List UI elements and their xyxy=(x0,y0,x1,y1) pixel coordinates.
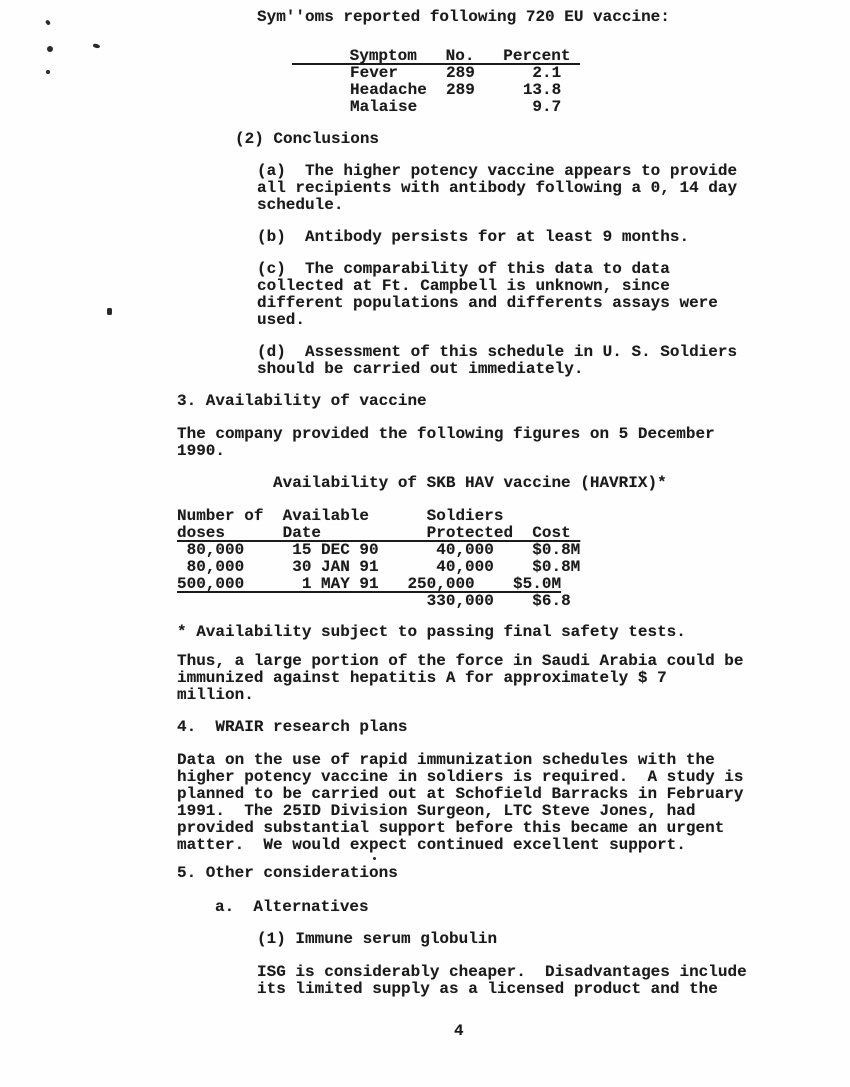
wrair-body-line: planned to be carried out at Schofield Barracks in February xyxy=(177,785,744,803)
availability-table-title: Availability of SKB HAV vaccine (HAVRIX)* xyxy=(273,474,667,492)
symptom-table-row: Fever 289 2.1 xyxy=(350,64,562,82)
conclusion-c-line: (c) The comparability of this data to data xyxy=(257,260,670,278)
scan-artifact-speck xyxy=(373,857,376,860)
symptom-table-row: Headache 289 13.8 xyxy=(350,81,562,99)
symptom-table-row: Malaise 9.7 xyxy=(350,98,562,116)
conclusion-d-line: (d) Assessment of this schedule in U. S. Soldiers xyxy=(257,343,738,361)
scan-artifact-speck xyxy=(45,19,51,25)
conclusion-d-line: should be carried out immediately. xyxy=(257,360,584,378)
wrair-body-line: 1991. The 25ID Division Surgeon, LTC Steve Jones, had xyxy=(177,802,696,820)
availability-table-total-row: 330,000 $6.8 xyxy=(177,592,571,610)
availability-summary-line: million. xyxy=(177,686,254,704)
isg-body-line: its limited supply as a licensed product and the xyxy=(257,980,718,998)
wrair-body-line: Data on the use of rapid immunization schedules with the xyxy=(177,751,715,769)
conclusion-c-line: collected at Ft. Campbell is unknown, since xyxy=(257,277,670,295)
scan-artifact-speck xyxy=(46,70,50,74)
availability-table-row: 500,000 1 MAY 91 250,000 $5.0M xyxy=(177,575,562,593)
availability-table-header-1: Number of Available Soldiers xyxy=(177,507,504,525)
scan-artifact-speck xyxy=(93,43,101,49)
availability-footnote: * Availability subject to passing final safety tests. xyxy=(177,623,686,641)
conclusion-a-line: all recipients with antibody following a 0, 14 day xyxy=(257,179,738,197)
availability-table-row: 80,000 15 DEC 90 40,000 $0.8M xyxy=(177,541,581,559)
page-number: 4 xyxy=(454,1022,464,1040)
conclusion-b-line: (b) Antibody persists for at least 9 months. xyxy=(257,228,690,246)
scan-artifact-speck xyxy=(47,46,53,52)
availability-summary-line: immunized against hepatitis A for approximately $ 7 xyxy=(177,669,667,687)
availability-summary-line: Thus, a large portion of the force in Saudi Arabia could be xyxy=(177,652,744,670)
wrair-body-line: higher potency vaccine in soldiers is required. A study is xyxy=(177,768,744,786)
alternatives-heading: a. Alternatives xyxy=(215,898,369,916)
doc-title-line: Sym''oms reported following 720 EU vaccine: xyxy=(257,8,670,26)
availability-table-header-2: doses Date Protected Cost xyxy=(177,524,581,542)
wrair-body-line: provided substantial support before this became an urgent xyxy=(177,819,725,837)
conclusion-c-line: used. xyxy=(257,311,306,329)
isg-body-line: ISG is considerably cheaper. Disadvantages include xyxy=(257,963,747,981)
availability-intro-line: The company provided the following figures on 5 December xyxy=(177,425,715,443)
conclusion-a-line: schedule. xyxy=(257,196,344,214)
symptom-table-header: Symptom No. Percent xyxy=(292,47,581,65)
conclusions-heading: (2) Conclusions xyxy=(235,130,380,148)
isg-heading: (1) Immune serum globulin xyxy=(257,930,498,948)
conclusion-c-line: different populations and differents assays were xyxy=(257,294,718,312)
conclusion-a-line: (a) The higher potency vaccine appears to provide xyxy=(257,162,738,180)
wrair-body-line: matter. We would expect continued excellent support. xyxy=(177,836,686,854)
wrair-heading: 4. WRAIR research plans xyxy=(177,718,408,736)
availability-heading: 3. Availability of vaccine xyxy=(177,392,427,410)
availability-table-row: 80,000 30 JAN 91 40,000 $0.8M xyxy=(177,558,581,576)
availability-intro-line: 1990. xyxy=(177,442,226,460)
scan-artifact-speck xyxy=(107,308,112,315)
other-considerations-heading: 5. Other considerations xyxy=(177,864,398,882)
